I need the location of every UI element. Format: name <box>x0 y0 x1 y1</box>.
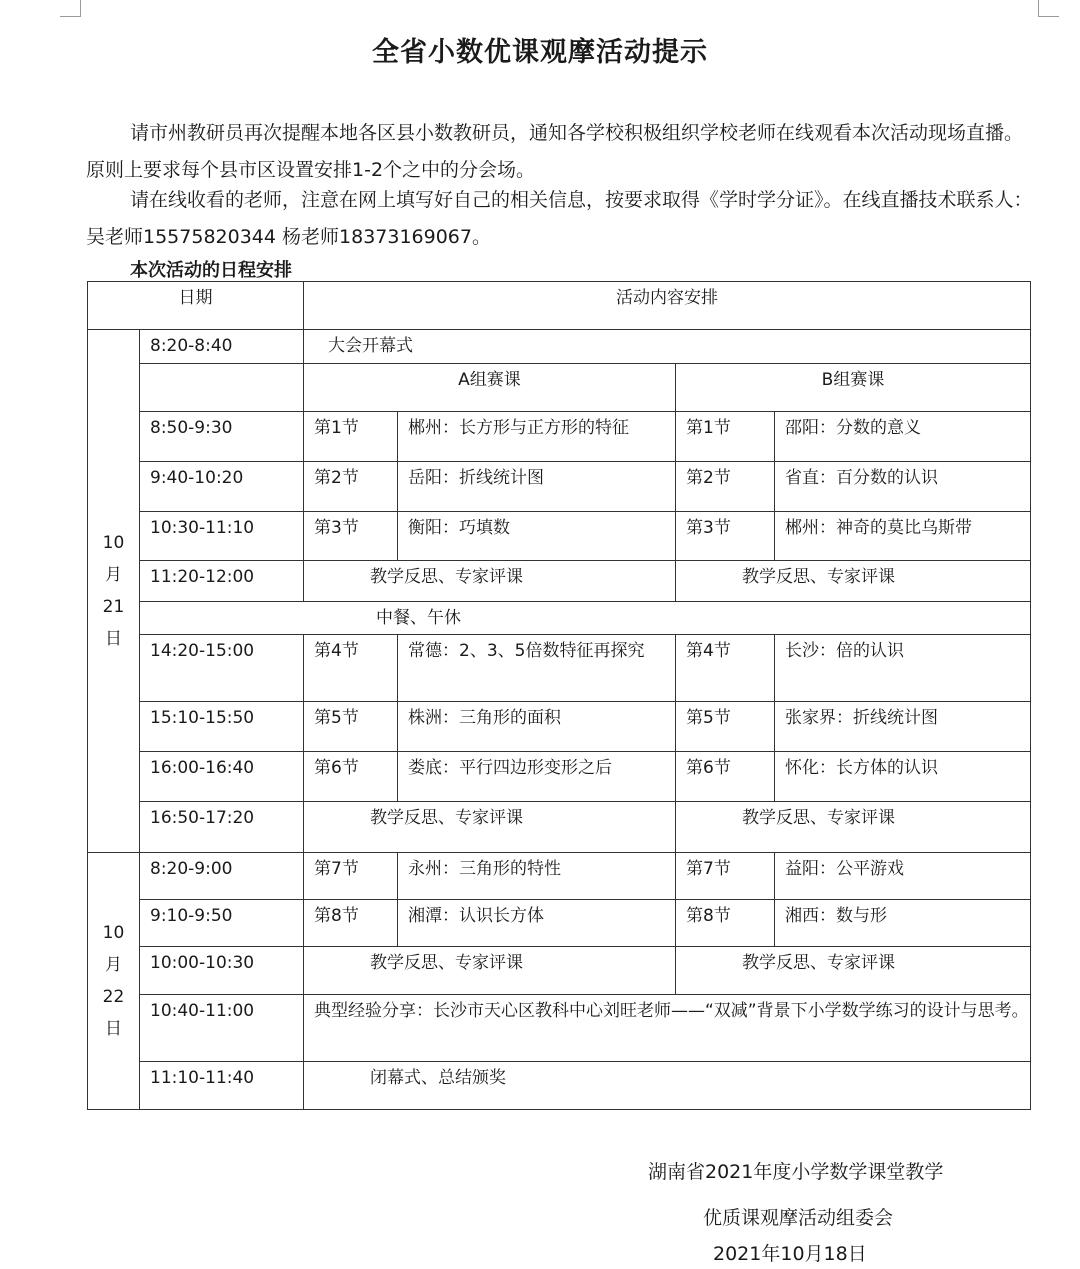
time-cell: 8:50-9:30 <box>140 412 304 462</box>
a-lesson-no: 第3节 <box>304 512 398 561</box>
b-review-cell: 教学反思、专家评课 <box>676 947 1031 995</box>
signature-org-line2: 优质课观摩活动组委会 <box>703 1207 894 1229</box>
b-lesson-no: 第5节 <box>676 702 775 752</box>
header-date: 日期 <box>88 282 304 330</box>
time-cell: 11:10-11:40 <box>140 1062 304 1110</box>
header-content: 活动内容安排 <box>304 282 1031 330</box>
signature-date: 2021年10月18日 <box>713 1243 867 1265</box>
b-review-cell: 教学反思、专家评课 <box>676 802 1031 853</box>
time-cell: 9:40-10:20 <box>140 462 304 512</box>
b-lesson-no: 第2节 <box>676 462 775 512</box>
a-lesson-no: 第7节 <box>304 853 398 900</box>
table-row <box>88 561 1031 602</box>
time-cell: 16:50-17:20 <box>140 802 304 853</box>
table-row <box>88 947 1031 995</box>
b-lesson-title: 省直：百分数的认识 <box>775 462 1031 512</box>
b-lesson-no: 第8节 <box>676 900 775 947</box>
time-cell-empty <box>140 364 304 412</box>
time-cell: 11:20-12:00 <box>140 561 304 602</box>
a-lesson-title: 湘潭：认识长方体 <box>398 900 676 947</box>
a-lesson-no: 第4节 <box>304 635 398 702</box>
a-lesson-title: 永州：三角形的特性 <box>398 853 676 900</box>
a-lesson-no: 第5节 <box>304 702 398 752</box>
time-cell: 10:40-11:00 <box>140 995 304 1062</box>
a-lesson-no: 第8节 <box>304 900 398 947</box>
b-lesson-no: 第7节 <box>676 853 775 900</box>
table-header-row <box>88 282 1031 330</box>
b-lesson-title: 湘西：数与形 <box>775 900 1031 947</box>
table-row <box>88 900 1031 947</box>
experience-share-cell: 典型经验分享：长沙市天心区教科中心刘旺老师——“双减”背景下小学数学练习的设计与思考。 <box>304 995 1031 1062</box>
a-review-cell: 教学反思、专家评课 <box>304 561 676 602</box>
table-row <box>88 995 1031 1062</box>
schedule-heading: 本次活动的日程安排 <box>130 260 292 281</box>
a-lesson-title: 常德：2、3、5倍数特征再探究 <box>398 635 676 702</box>
b-lesson-title: 张家界：折线统计图 <box>775 702 1031 752</box>
signature-org-line1: 湖南省2021年度小学数学课堂教学 <box>648 1161 944 1183</box>
table-row <box>88 853 1031 900</box>
b-lesson-title: 长沙：倍的认识 <box>775 635 1031 702</box>
a-lesson-no: 第2节 <box>304 462 398 512</box>
closing-cell: 闭幕式、总结颁奖 <box>304 1062 1031 1110</box>
opening-cell: 大会开幕式 <box>304 330 1031 364</box>
notice-paragraph-1: 请市州教研员再次提醒本地各区县小数教研员，通知各学校积极组织学校老师在线观看本次活动现场直播。原则上要求每个县市区设置安排1-2个之中的分会场。 <box>86 122 1024 181</box>
time-cell: 16:00-16:40 <box>140 752 304 802</box>
table-row <box>88 752 1031 802</box>
b-lesson-title: 郴州：神奇的莫比乌斯带 <box>775 512 1031 561</box>
table-row <box>88 512 1031 561</box>
a-lesson-title: 岳阳：折线统计图 <box>398 462 676 512</box>
table-row <box>88 330 1031 364</box>
b-lesson-no: 第6节 <box>676 752 775 802</box>
a-lesson-title: 郴州：长方形与正方形的特征 <box>398 412 676 462</box>
table-row <box>88 702 1031 752</box>
a-lesson-title: 衡阳：巧填数 <box>398 512 676 561</box>
a-lesson-no: 第6节 <box>304 752 398 802</box>
table-row <box>88 412 1031 462</box>
time-cell: 14:20-15:00 <box>140 635 304 702</box>
b-lesson-no: 第4节 <box>676 635 775 702</box>
a-lesson-no: 第1节 <box>304 412 398 462</box>
time-cell: 8:20-8:40 <box>140 330 304 364</box>
lunch-row <box>88 602 1031 635</box>
b-lesson-title: 益阳：公平游戏 <box>775 853 1031 900</box>
page-corner-mark-left <box>60 0 81 17</box>
day2-date-cell: 10 月 22 日 <box>88 853 140 1110</box>
b-lesson-no: 第1节 <box>676 412 775 462</box>
table-row <box>88 802 1031 853</box>
time-cell: 10:00-10:30 <box>140 947 304 995</box>
a-review-cell: 教学反思、专家评课 <box>304 947 676 995</box>
a-lesson-title: 娄底：平行四边形变形之后 <box>398 752 676 802</box>
lunch-cell: 中餐、午休 <box>140 602 1031 635</box>
b-lesson-title: 怀化：长方体的认识 <box>775 752 1031 802</box>
document-title: 全省小数优课观摩活动提示 <box>372 37 708 68</box>
group-a-header: A组赛课 <box>304 364 676 412</box>
page-corner-mark-right <box>1038 0 1059 17</box>
group-b-header: B组赛课 <box>676 364 1031 412</box>
time-cell: 9:10-9:50 <box>140 900 304 947</box>
table-row <box>88 1062 1031 1110</box>
day1-date-cell: 10 月 21 日 <box>88 330 140 853</box>
schedule-table <box>87 281 1031 1110</box>
time-cell: 10:30-11:10 <box>140 512 304 561</box>
b-review-cell: 教学反思、专家评课 <box>676 561 1031 602</box>
time-cell: 8:20-9:00 <box>140 853 304 900</box>
time-cell: 15:10-15:50 <box>140 702 304 752</box>
a-review-cell: 教学反思、专家评课 <box>304 802 676 853</box>
notice-paragraph-2: 请在线收看的老师，注意在网上填写好自己的相关信息，按要求取得《学时学分证》。在线直播技术联系人：吴老师15575820344 杨老师18373169067。 <box>86 189 1033 248</box>
table-row <box>88 635 1031 702</box>
b-lesson-title: 邵阳：分数的意义 <box>775 412 1031 462</box>
group-header-row <box>88 364 1031 412</box>
a-lesson-title: 株洲：三角形的面积 <box>398 702 676 752</box>
table-row <box>88 462 1031 512</box>
b-lesson-no: 第3节 <box>676 512 775 561</box>
